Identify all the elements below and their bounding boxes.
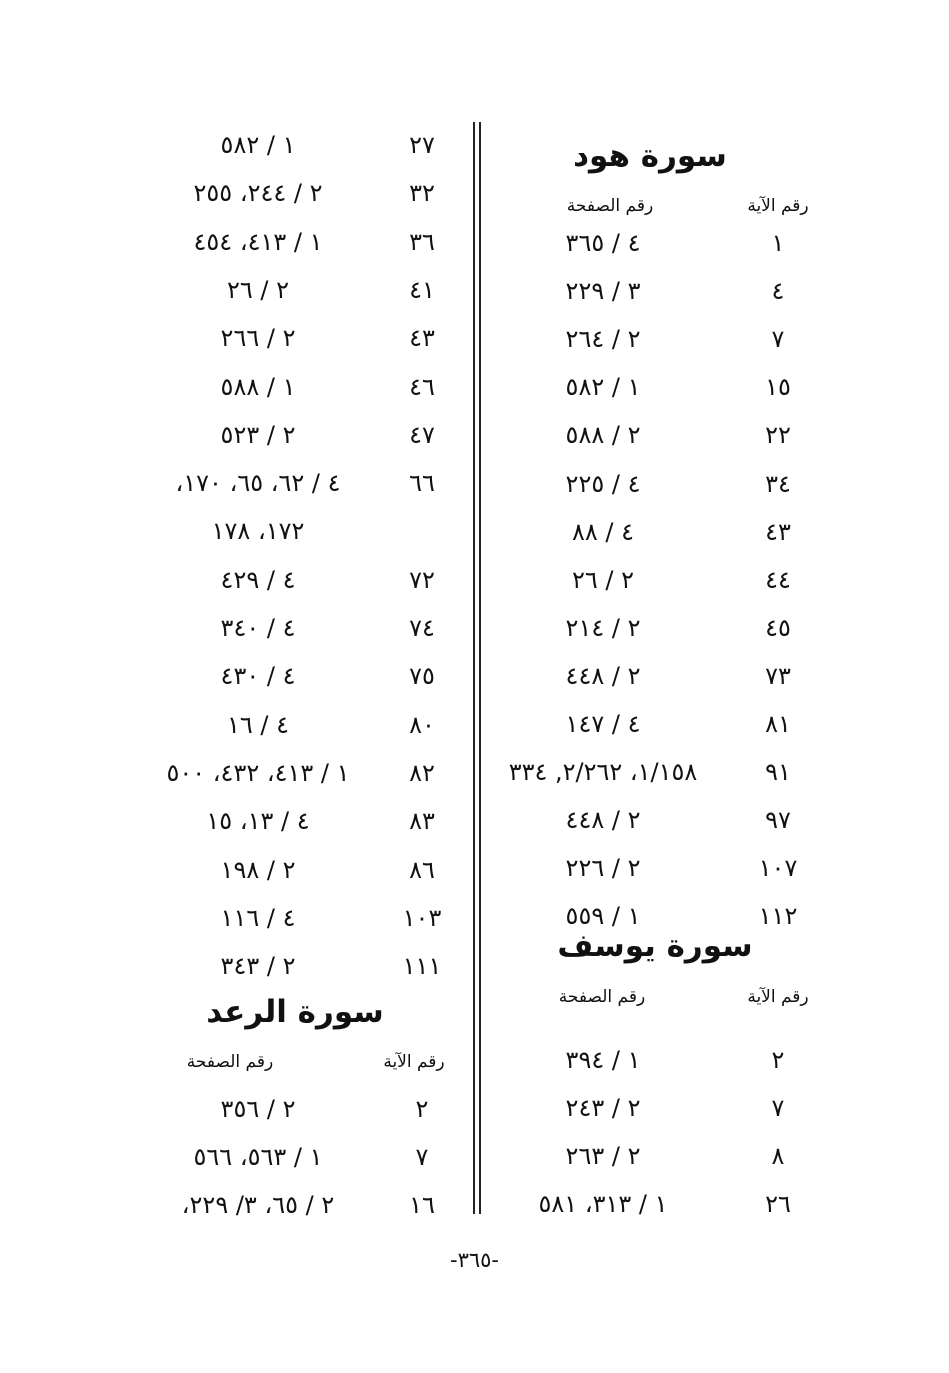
surah-title: سورة الرعد [206, 994, 384, 1030]
table-row-page-refs: ٢ / ٢٦٦ [220, 324, 296, 353]
table-row-page-refs: ٤ / ٤٢٩ [220, 565, 296, 594]
table-row-ayah-number: ٤١ [409, 275, 435, 304]
col-header-page: رقم الصفحة [558, 987, 646, 1007]
table-row-page-refs: ١ / ٥٨٨ [220, 372, 296, 401]
table-row-page-refs: ١/١٥٨، ٢/٢٦٢, ٣٣٤ [508, 758, 698, 787]
table-row-page-refs: ١ / ٤١٣، ٤٥٤ [193, 227, 323, 256]
table-row-ayah-number: ٨٦ [409, 855, 435, 884]
table-row-page-refs: ٢ / ٢٤٤، ٢٥٥ [193, 179, 323, 208]
table-row-ayah-number: ٣٦ [409, 227, 435, 256]
table-row-page-refs: ٤ / ٣٤٠ [220, 614, 296, 642]
col-header-page: رقم الصفحة [186, 1052, 274, 1072]
table-row-ayah-number: ٧٢ [409, 565, 435, 594]
table-row-ayah-number: ٤ [771, 277, 785, 306]
table-row-ayah-number: ٧٣ [765, 661, 791, 690]
table-row-ayah-number: ٢ [415, 1095, 429, 1123]
table-row-ayah-number: ٢٧ [409, 131, 435, 159]
table-row-page-refs: ٤ / ١٣، ١٥ [206, 807, 310, 836]
table-row-ayah-number: ٢٢ [765, 421, 791, 450]
table-row-page-refs: ٢ / ٥٢٣ [220, 420, 296, 449]
table-row-ayah-number: ٩٧ [765, 806, 791, 835]
table-row-ayah-number: ١ [771, 229, 785, 257]
table-row-page-refs: ٢ / ٢١٤ [565, 613, 641, 642]
table-row-page-refs: ٢ / ٦٥، ٣/ ٢٢٩، [181, 1191, 335, 1219]
table-row-ayah-number: ٤٣ [765, 517, 791, 546]
table-row-page-refs: ٤ / ٣٦٥ [565, 229, 641, 257]
table-row-page-refs: ٤ / ٨٨ [571, 517, 634, 546]
table-row-ayah-number: ٢ [771, 1046, 785, 1074]
table-row-ayah-number: ٤٤ [765, 565, 791, 594]
table-row-page-refs: ٤ / ٢٢٥ [565, 469, 641, 498]
table-row-page-refs: ٢ / ٣٥٦ [220, 1095, 296, 1123]
table-row-ayah-number: ١٠٧ [758, 854, 798, 883]
table-row-page-refs: ٢ / ٤٤٨ [565, 661, 641, 690]
table-row-ayah-number: ٧ [771, 1094, 785, 1122]
table-row-page-refs: ٢ / ٣٤٣ [220, 952, 296, 981]
table-row-ayah-number: ٨١ [765, 710, 791, 738]
table-row-page-refs: ٢ / ٢٦٣ [565, 1142, 641, 1170]
table-row-page-refs: ١ / ٤١٣، ٤٣٢، ٥٠٠ [166, 758, 350, 787]
table-row-ayah-number: ٧٥ [409, 662, 435, 691]
table-row-ayah-number: ٤٦ [409, 372, 435, 401]
table-row-ayah-number: ٨٠ [409, 710, 435, 739]
table-row-page-refs: ٢ / ٢٦ [226, 275, 289, 304]
table-row-ayah-number: ٧ [771, 325, 785, 354]
table-row-ayah-number: ١١١ [402, 952, 442, 981]
table-row-ayah-number: ٤٥ [765, 613, 791, 642]
table-row-ayah-number: ٤٧ [409, 420, 435, 449]
table-row-page-refs: ١ / ٥٦٣، ٥٦٦ [193, 1143, 323, 1171]
table-row-ayah-number: ٩١ [765, 758, 791, 787]
table-row-page-refs: ٢ / ١٩٨ [220, 855, 296, 884]
col-header-ayah: رقم الآية [383, 1052, 445, 1072]
table-row-ayah-number: ٨٣ [409, 807, 435, 836]
table-row-page-refs: ٢ / ٢٢٦ [565, 854, 641, 883]
table-row-page-refs: ٤ / ٦٢، ٦٥، ١٧٠، [175, 469, 341, 498]
col-header-ayah: رقم الآية [747, 987, 809, 1007]
table-row-ayah-number: ٣٢ [409, 179, 435, 208]
table-row-page-refs: ٤ / ٤٣٠ [220, 662, 296, 691]
table-row-ayah-number: ٣٤ [765, 469, 791, 498]
table-row-ayah-number: ٧ [415, 1143, 429, 1171]
table-row-ayah-number: ٦٦ [409, 469, 435, 498]
table-row-ayah-number: ١٠٣ [402, 903, 442, 932]
table-row-ayah-number: ٧٤ [409, 614, 435, 642]
table-row-page-refs: ٢ / ٢٦ [571, 565, 634, 594]
table-row-page-refs: ٣ / ٢٢٩ [565, 277, 641, 306]
table-row-page-refs: ١ / ٥٥٩ [565, 902, 641, 931]
table-row-page-refs: ٢ / ٢٤٣ [565, 1094, 641, 1122]
table-row-ayah-number: ١١٢ [758, 902, 798, 931]
table-row-page-refs: ٢ / ٥٨٨ [565, 421, 641, 450]
table-row-page-refs: ٤ / ١٦ [226, 710, 289, 739]
table-row-page-refs: ١ / ٥٨٢ [565, 373, 641, 402]
table-row-ayah-number: ٨ [771, 1142, 785, 1170]
table-row-page-refs: ١٧٢، ١٧٨ [211, 517, 305, 546]
table-row-ayah-number: ٢٦ [765, 1190, 791, 1218]
table-row-ayah-number: ١٦ [409, 1191, 435, 1219]
page-number: -٣٦٥- [450, 1248, 499, 1272]
table-row-page-refs: ٢ / ٢٦٤ [565, 325, 641, 354]
table-row-page-refs: ١ / ٥٨٢ [220, 131, 296, 159]
table-row-ayah-number: ١٥ [765, 373, 791, 402]
table-row-page-refs: ٤ / ١١٦ [220, 903, 296, 932]
table-row-page-refs: ١ / ٣٩٤ [565, 1046, 641, 1074]
col-header-page: رقم الصفحة [566, 196, 654, 216]
surah-title: سورة يوسف [557, 928, 753, 964]
col-header-ayah: رقم الآية [747, 196, 809, 216]
surah-title: سورة هود [573, 138, 727, 174]
table-row-page-refs: ٢ / ٤٤٨ [565, 806, 641, 835]
table-row-ayah-number: ٤٣ [409, 324, 435, 353]
table-row-ayah-number: ٨٢ [409, 758, 435, 787]
table-row-page-refs: ١ / ٣١٣، ٥٨١ [538, 1190, 668, 1218]
table-row-page-refs: ٤ / ١٤٧ [565, 710, 641, 738]
